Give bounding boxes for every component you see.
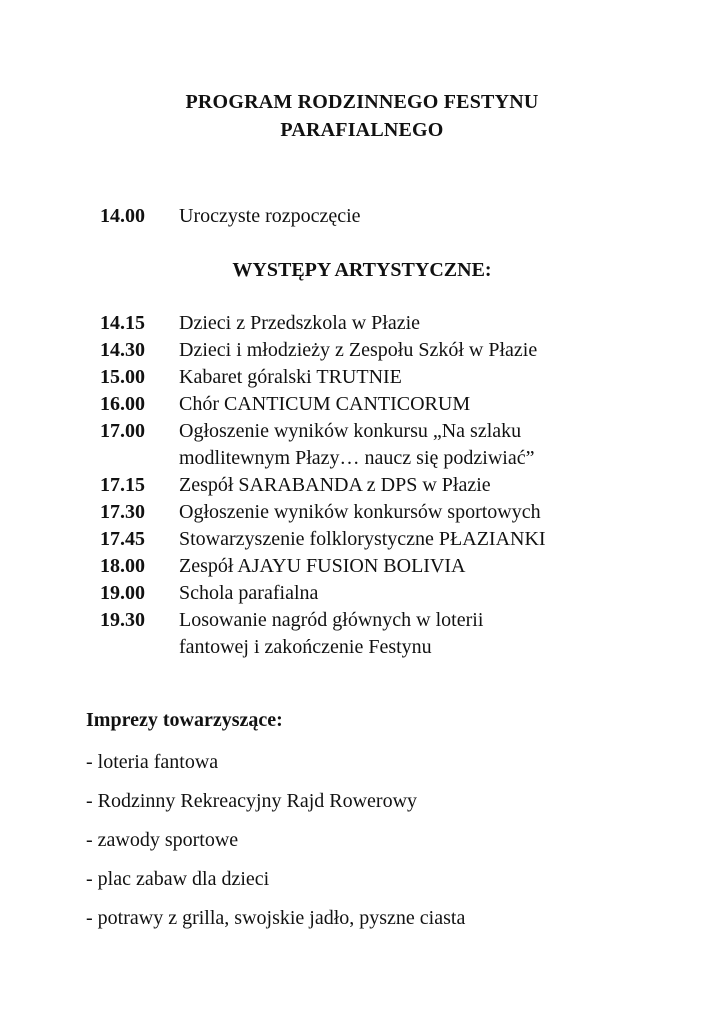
schedule-text: Stowarzyszenie folklorystyczne PŁAZIANKI <box>179 528 546 550</box>
schedule-time: 19.30 <box>100 609 145 631</box>
schedule-time: 14.15 <box>100 312 145 334</box>
extras-heading: Imprezy towarzyszące: <box>86 709 283 731</box>
schedule-text: Ogłoszenie wyników konkursów sportowych <box>179 501 541 523</box>
schedule-time: 17.00 <box>100 420 145 442</box>
schedule-text: Dzieci z Przedszkola w Płazie <box>179 312 421 334</box>
schedule-text: Zespół AJAYU FUSION BOLIVIA <box>179 555 466 577</box>
page-title-line-1: PROGRAM RODZINNEGO FESTYNU <box>185 91 539 113</box>
schedule-text-continuation: modlitewnym Płazy… naucz się podziwiać” <box>179 447 535 469</box>
extras-list-item: - zawody sportowe <box>86 829 239 851</box>
schedule-time: 14.30 <box>100 339 145 361</box>
page-title-line-2: PARAFIALNEGO <box>280 119 444 141</box>
extras-list-item: - Rodzinny Rekreacyjny Rajd Rowerowy <box>86 790 418 812</box>
extras-list-item: - potrawy z grilla, swojskie jadło, pyszne ciasta <box>86 907 466 929</box>
extras-list-item: - loteria fantowa <box>86 751 219 773</box>
schedule-text: Dzieci i młodzieży z Zespołu Szkół w Płazie <box>179 339 538 361</box>
schedule-text: Schola parafialna <box>179 582 319 604</box>
schedule-time: 16.00 <box>100 393 145 415</box>
opening-time: 14.00 <box>100 205 145 227</box>
schedule-text: Ogłoszenie wyników konkursu „Na szlaku <box>179 420 522 442</box>
schedule-text: Chór CANTICUM CANTICORUM <box>179 393 471 415</box>
section-heading: WYSTĘPY ARTYSTYCZNE: <box>232 259 492 281</box>
extras-list-item: - plac zabaw dla dzieci <box>86 868 270 890</box>
schedule-text-continuation: fantowej i zakończenie Festynu <box>179 636 432 658</box>
schedule-text: Zespół SARABANDA z DPS w Płazie <box>179 474 491 496</box>
schedule-text: Kabaret góralski TRUTNIE <box>179 366 402 388</box>
schedule-time: 18.00 <box>100 555 145 577</box>
schedule-time: 17.30 <box>100 501 145 523</box>
schedule-time: 15.00 <box>100 366 145 388</box>
opening-text: Uroczyste rozpoczęcie <box>179 205 361 227</box>
schedule-text: Losowanie nagród głównych w loterii <box>179 609 484 631</box>
schedule-time: 17.15 <box>100 474 145 496</box>
schedule-time: 17.45 <box>100 528 145 550</box>
schedule-time: 19.00 <box>100 582 145 604</box>
